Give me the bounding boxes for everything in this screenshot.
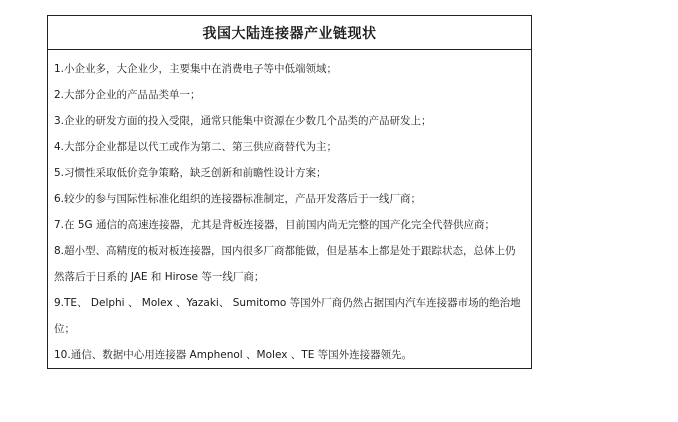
table-row: 1.小企业多，大企业少，主要集中在消费电子等中低端领域； bbox=[54, 63, 338, 75]
table-row: 5.习惯性采取低价竞争策略，缺乏创新和前瞻性设计方案； bbox=[54, 167, 327, 179]
table-row: 8.超小型、高精度的板对板连接器，国内很多厂商都能做，但是基本上都是处于跟踪状态，总体上仍然落后于日系的 JAE 和 Hirose 等一线厂商； bbox=[54, 245, 516, 283]
industry-status-table bbox=[47, 15, 532, 369]
table-title: 我国大陆连接器产业链现状 bbox=[48, 16, 531, 50]
table-row: 3.企业的研发方面的投入受限，通常只能集中资源在少数几个品类的产品研发上； bbox=[54, 115, 432, 127]
table-row: 7.在 5G 通信的高速连接器，尤其是背板连接器，目前国内尚无完整的国产化完全代替供应商； bbox=[54, 219, 496, 231]
table-row: 9.TE、 Delphi 、 Molex 、Yazaki、 Sumitomo 等国外厂商仍然占据国内汽车连接器市场的绝治地位； bbox=[54, 297, 521, 335]
table-row: 4.大部分企业都是以代工或作为第二、第三供应商替代为主； bbox=[54, 141, 338, 153]
table-row: 10.通信、数据中心用连接器 Amphenol 、Molex 、TE 等国外连接器领先。 bbox=[54, 349, 413, 361]
table-body bbox=[48, 50, 531, 368]
table-row: 2.大部分企业的产品品类单一； bbox=[54, 89, 201, 101]
table-row: 6.较少的参与国际性标准化组织的连接器标准制定，产品开发落后于一线厂商； bbox=[54, 193, 422, 205]
